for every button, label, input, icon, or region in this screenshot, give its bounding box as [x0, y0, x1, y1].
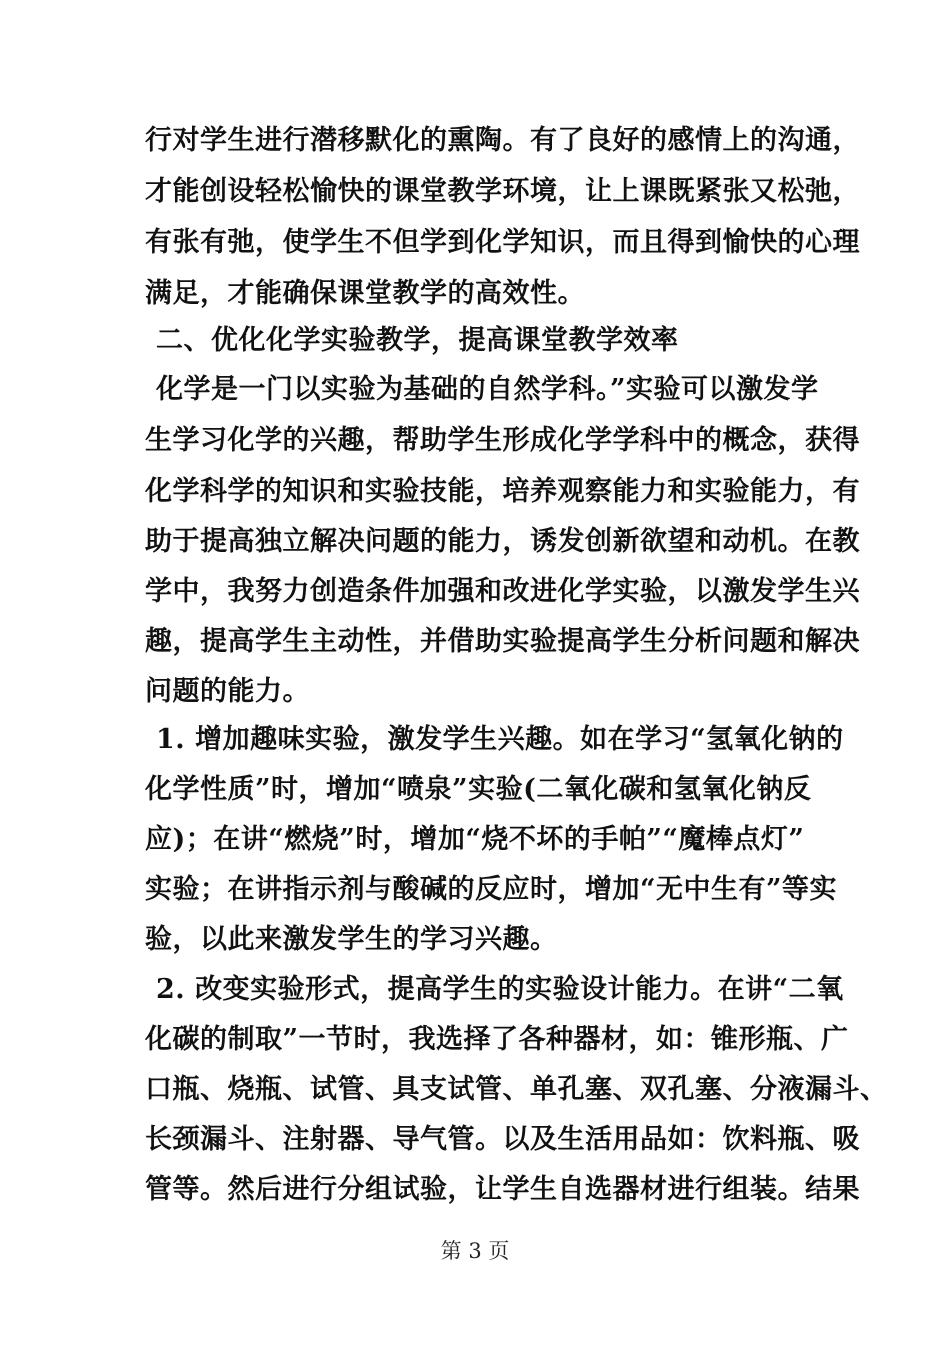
text-line: 学中，我努力创造条件加强和改进化学实验，以激发学生兴 [145, 576, 860, 607]
text-line: 应)；在讲“燃烧”时，增加“烧不坏的手帕”“魔棒点灯” [145, 824, 805, 855]
text-line: 满足，才能确保课堂教学的高效性。 [145, 278, 585, 309]
text-line: 有张有弛，使学生不但学到化学知识，而且得到愉快的心理 [145, 227, 860, 258]
numbered-item-line: 1. 增加趣味实验，激发学生兴趣。如在学习“氢氧化钠的 [156, 724, 844, 755]
text-line: 化学是一门以实验为基础的自然学科。”实验可以激发学 [156, 374, 819, 405]
text-line: 助于提高独立解决问题的能力，诱发创新欲望和动机。在教 [145, 526, 860, 557]
text-line: 才能创设轻松愉快的课堂教学环境，让上课既紧张又松弛， [145, 176, 860, 207]
text-line: 化碳的制取”一节时，我选择了各种器材，如：锥形瓶、广 [145, 1024, 849, 1055]
text-line: 口瓶、烧瓶、试管、具支试管、单孔塞、双孔塞、分液漏斗、 [145, 1074, 888, 1105]
text-line: 行对学生进行潜移默化的熏陶。有了良好的感情上的沟通， [145, 125, 860, 156]
text-line: 化学性质”时，增加“喷泉”实验(二氧化碳和氢氧化钠反 [145, 774, 812, 805]
text-line: 趣，提高学生主动性，并借助实验提高学生分析问题和解决 [145, 626, 860, 657]
text-line: 生学习化学的兴趣，帮助学生形成化学学科中的概念，获得 [145, 425, 860, 456]
numbered-item-line: 2. 改变实验形式，提高学生的实验设计能力。在讲“二氧 [156, 974, 844, 1005]
text-line: 化学科学的知识和实验技能，培养观察能力和实验能力，有 [145, 476, 860, 507]
page-number: 第 3 页 [440, 1239, 510, 1263]
text-line: 验，以此来激发学生的学习兴趣。 [145, 924, 558, 955]
text-line: 长颈漏斗、注射器、导气管。以及生活用品如：饮料瓶、吸 [145, 1124, 860, 1155]
section-heading: 二、优化化学实验教学，提高课堂教学效率 [156, 325, 679, 356]
text-line: 管等。然后进行分组试验，让学生自选器材进行组装。结果 [145, 1174, 860, 1205]
text-line: 问题的能力。 [145, 676, 310, 707]
text-line: 实验；在讲指示剂与酸碱的反应时，增加“无中生有”等实 [145, 874, 838, 905]
